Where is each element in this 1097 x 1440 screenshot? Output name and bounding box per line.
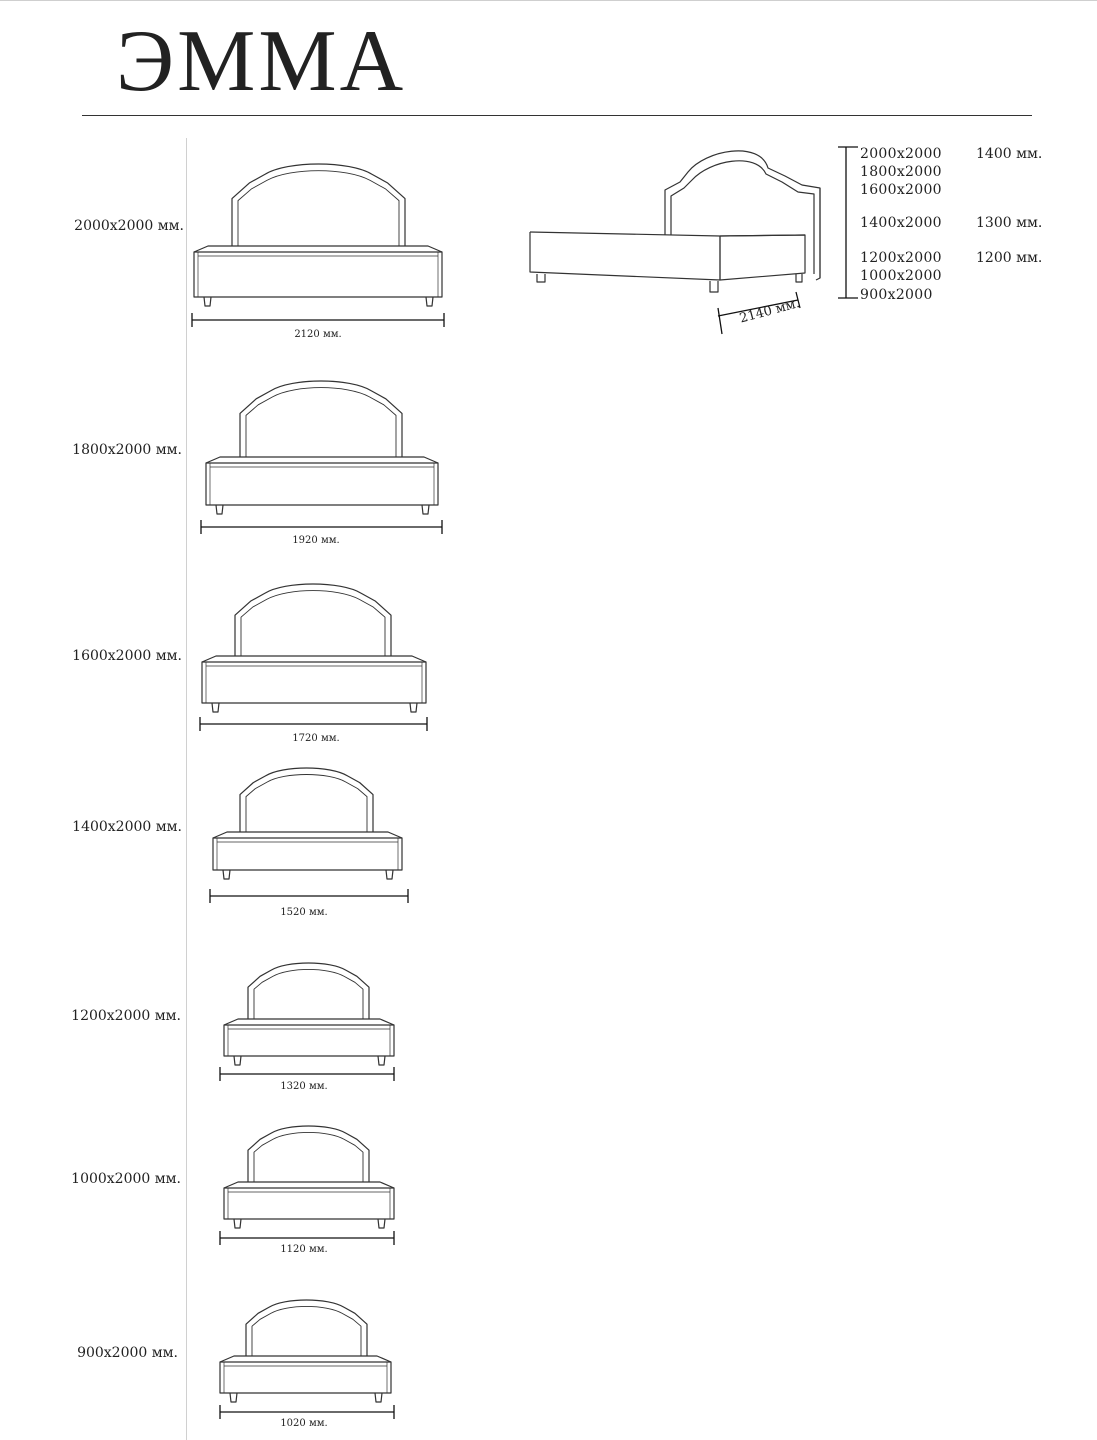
perspective-size-1400: 1400x2000 bbox=[860, 215, 942, 231]
width-label-1600: 1720 мм. bbox=[292, 733, 340, 744]
width-dimension-line bbox=[192, 313, 444, 327]
bed-base bbox=[206, 463, 438, 505]
width-label-1200: 1320 мм. bbox=[280, 1081, 328, 1092]
headboard-inner bbox=[246, 388, 396, 457]
width-label-900: 1020 мм. bbox=[280, 1418, 328, 1429]
size-label-2000: 2000x2000 мм. bbox=[74, 218, 184, 234]
width-dimension-line bbox=[210, 889, 408, 903]
bed-base bbox=[213, 838, 402, 870]
bed-front-view-5 bbox=[220, 963, 394, 1081]
bed-base bbox=[194, 252, 442, 297]
width-label-2000: 2120 мм. bbox=[294, 329, 342, 340]
size-label-1200: 1200x2000 мм. bbox=[71, 1008, 181, 1024]
width-label-1000: 1120 мм. bbox=[280, 1244, 328, 1255]
bed-base bbox=[224, 1025, 394, 1056]
width-dimension-line bbox=[220, 1405, 394, 1419]
bed-base-corners bbox=[228, 1025, 390, 1056]
bed-base-rim bbox=[213, 832, 402, 838]
left-leg bbox=[230, 1393, 237, 1402]
left-leg bbox=[234, 1056, 241, 1065]
headboard-outline bbox=[246, 1300, 367, 1356]
width-dimension-line bbox=[200, 717, 427, 731]
bed-base bbox=[224, 1188, 394, 1219]
size-label-1400: 1400x2000 мм. bbox=[72, 819, 182, 835]
left-leg bbox=[212, 703, 219, 712]
height-label-1200: 1200 мм. bbox=[976, 250, 1043, 266]
perspective-size-1800: 1800x2000 bbox=[860, 164, 942, 180]
size-label-900: 900x2000 мм. bbox=[77, 1345, 178, 1361]
bed-front-view-6 bbox=[220, 1126, 394, 1245]
width-dimension-line bbox=[220, 1067, 394, 1081]
headboard-outline bbox=[235, 584, 391, 656]
headboard-inner bbox=[241, 591, 385, 656]
length-label: 2140 мм. bbox=[738, 296, 802, 327]
bed-base bbox=[220, 1362, 391, 1393]
right-leg bbox=[386, 870, 393, 879]
headboard-inner bbox=[238, 171, 399, 246]
left-leg bbox=[234, 1219, 241, 1228]
headboard-outline bbox=[248, 1126, 369, 1182]
right-leg bbox=[375, 1393, 382, 1402]
bed-base-rim bbox=[224, 1019, 394, 1025]
bed-front-view-4 bbox=[210, 768, 408, 903]
bed-base-corners bbox=[224, 1362, 387, 1393]
width-label-1800: 1920 мм. bbox=[292, 535, 340, 546]
bed-base-corners bbox=[228, 1188, 390, 1219]
width-dimension-line bbox=[201, 520, 442, 534]
perspective-size-900: 900x2000 bbox=[860, 287, 933, 303]
bed-base-rim bbox=[206, 457, 438, 463]
headboard-outline bbox=[240, 768, 373, 832]
width-label-1400: 1520 мм. bbox=[280, 907, 328, 918]
bed-base-corners bbox=[217, 838, 398, 870]
bed-base-corners bbox=[198, 252, 438, 297]
right-leg bbox=[426, 297, 433, 306]
height-label-1400: 1400 мм. bbox=[976, 146, 1043, 162]
bed-base-corners bbox=[210, 463, 434, 505]
headboard-inner bbox=[252, 1306, 361, 1356]
perspective-size-1200: 1200x2000 bbox=[860, 250, 942, 266]
bed-base-corners bbox=[206, 662, 422, 703]
size-label-1800: 1800x2000 мм. bbox=[72, 442, 182, 458]
perspective-size-1600: 1600x2000 bbox=[860, 182, 942, 198]
headboard-inner bbox=[254, 1132, 363, 1182]
size-label-1000: 1000x2000 мм. bbox=[71, 1171, 181, 1187]
headboard-outline bbox=[240, 381, 402, 457]
bed-base-rim bbox=[224, 1182, 394, 1188]
right-leg bbox=[422, 505, 429, 514]
left-leg bbox=[216, 505, 223, 514]
right-leg bbox=[378, 1056, 385, 1065]
headboard-outline bbox=[232, 164, 405, 246]
bed-front-view-1 bbox=[192, 164, 444, 327]
height-label-1300: 1300 мм. bbox=[976, 215, 1043, 231]
bed-front-view-7 bbox=[220, 1300, 394, 1419]
perspective-size-2000: 2000x2000 bbox=[860, 146, 942, 162]
headboard-inner bbox=[246, 774, 367, 832]
bed-base bbox=[202, 662, 426, 703]
bed-base-rim bbox=[194, 246, 442, 252]
width-dimension-line bbox=[220, 1231, 394, 1245]
headboard-outline bbox=[248, 963, 369, 1019]
right-leg bbox=[410, 703, 417, 712]
bed-base-rim bbox=[202, 656, 426, 662]
perspective-size-1000: 1000x2000 bbox=[860, 268, 942, 284]
bed-base-rim bbox=[220, 1356, 391, 1362]
bed-front-view-3 bbox=[200, 584, 427, 731]
left-leg bbox=[204, 297, 211, 306]
headboard-inner bbox=[254, 969, 363, 1019]
page-title: ЭММА bbox=[116, 13, 407, 110]
bed-front-view-2 bbox=[201, 381, 442, 534]
right-leg bbox=[378, 1219, 385, 1228]
left-leg bbox=[223, 870, 230, 879]
size-label-1600: 1600x2000 мм. bbox=[72, 648, 182, 664]
